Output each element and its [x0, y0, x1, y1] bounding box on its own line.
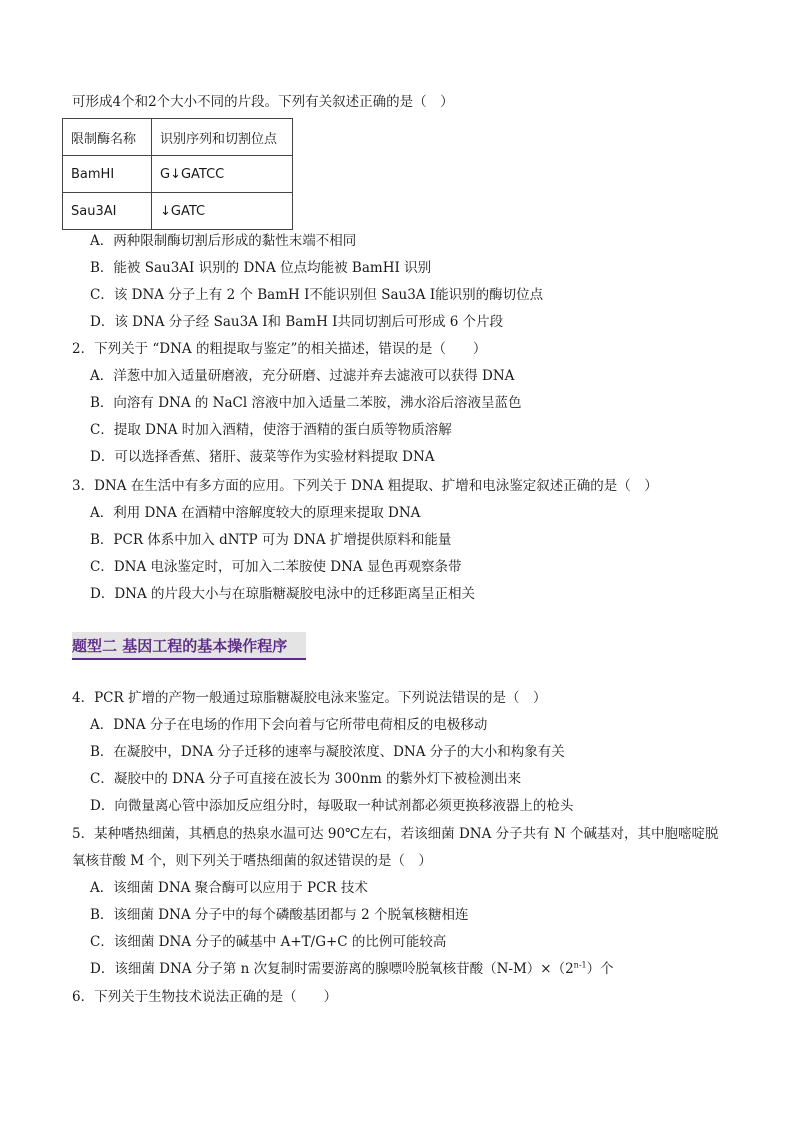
table-row [63, 156, 293, 193]
q4-option-d: D．向微量离心管中添加反应组分时，每吸取一种试剂都必须更换移液器上的枪头 [90, 798, 574, 814]
q5-option-d-exponent: n-1 [573, 960, 587, 970]
q5-stem-line2: 氧核苷酸 M 个，则下列关于嗜热细菌的叙述错误的是（ ） [72, 853, 432, 869]
table-header-row [63, 119, 293, 156]
q4-option-c: C．凝胶中的 DNA 分子可直接在波长为 300nm 的紫外灯下被检测出来 [90, 771, 522, 787]
q4-option-a: A．DNA 分子在电场的作用下会向着与它所带电荷相反的电极移动 [90, 717, 488, 733]
q1-option-a: A．两种限制酶切割后形成的黏性末端不相同 [90, 233, 357, 249]
q4-stem: 4．PCR 扩增的产物一般通过琼脂糖凝胶电泳来鉴定。下列说法错误的是（ ） [72, 690, 547, 706]
q5-option-a: A．该细菌 DNA 聚合酶可以应用于 PCR 技术 [90, 880, 368, 896]
q2-option-c: C．提取 DNA 时加入酒精，使溶于酒精的蛋白质等物质溶解 [90, 422, 452, 438]
q1-option-b: B．能被 Sau3AI 识别的 DNA 位点均能被 BamHI 识别 [90, 260, 432, 276]
table-cell-site: G↓GATCC [152, 156, 293, 193]
q2-option-d: D．可以选择香蕉、猪肝、菠菜等作为实验材料提取 DNA [90, 449, 435, 465]
section-title: 题型二 基因工程的基本操作程序 [72, 637, 288, 655]
table-cell-enzyme: Sau3AI [63, 193, 152, 230]
q1-option-c: C．该 DNA 分子上有 2 个 BamH Ⅰ不能识别但 Sau3A Ⅰ能识别的酶切位点 [90, 287, 544, 303]
q2-option-a: A．洋葱中加入适量研磨液，充分研磨、过滤并弃去滤液可以获得 DNA [90, 368, 515, 384]
table-cell-site: ↓GATC [152, 193, 293, 230]
q3-option-d: D．DNA 的片段大小与在琼脂糖凝胶电泳中的迁移距离呈正相关 [90, 586, 475, 602]
table-cell-enzyme: BamHI [63, 156, 152, 193]
section-heading [72, 632, 306, 660]
q5-option-c: C．该细菌 DNA 分子的碱基中 A+T/G+C 的比例可能较高 [90, 934, 447, 950]
q2-option-b: B．向溶有 DNA 的 NaCl 溶液中加入适量二苯胺，沸水浴后溶液呈蓝色 [90, 395, 522, 411]
q5-stem-line1: 5．某种嗜热细菌，其栖息的热泉水温可达 90℃左右，若该细菌 DNA 分子共有 N 个碱基对，其中胞嘧啶脱 [72, 826, 719, 842]
q6-stem: 6．下列关于生物技术说法正确的是（ ） [72, 989, 338, 1005]
q3-option-b: B．PCR 体系中加入 dNTP 可为 DNA 扩增提供原料和能量 [90, 532, 452, 548]
q3-option-a: A．利用 DNA 在酒精中溶解度较大的原理来提取 DNA [90, 505, 421, 521]
q3-stem: 3．DNA 在生活中有多方面的应用。下列关于 DNA 粗提取、扩增和电泳鉴定叙述正确的是（ ） [72, 478, 658, 494]
q5-option-d-text: D．该细菌 DNA 分子第 n 次复制时需要游离的腺嘌呤脱氧核苷酸（N-M）×（2 [90, 961, 574, 977]
q5-option-b: B．该细菌 DNA 分子中的每个磷酸基团都与 2 个脱氧核糖相连 [90, 907, 469, 923]
q1-option-d: D．该 DNA 分子经 Sau3A Ⅰ和 BamH Ⅰ共同切割后可形成 6 个片段 [90, 314, 504, 330]
q5-option-d [90, 959, 614, 979]
intro-line: 可形成4个和2个大小不同的片段。下列有关叙述正确的是（ ） [72, 94, 454, 110]
q2-stem: 2．下列关于 “DNA 的粗提取与鉴定”的相关描述，错误的是（ ） [72, 341, 487, 357]
table-header-cell: 识别序列和切割位点 [152, 119, 293, 156]
table-header-cell: 限制酶名称 [63, 119, 152, 156]
q4-option-b: B．在凝胶中，DNA 分子迁移的速率与凝胶浓度、DNA 分子的大小和构象有关 [90, 744, 565, 760]
table-row [63, 193, 293, 230]
enzyme-table [62, 118, 293, 230]
q3-option-c: C．DNA 电泳鉴定时，可加入二苯胺使 DNA 显色再观察条带 [90, 559, 462, 575]
q5-option-d-end: ）个 [586, 961, 614, 977]
